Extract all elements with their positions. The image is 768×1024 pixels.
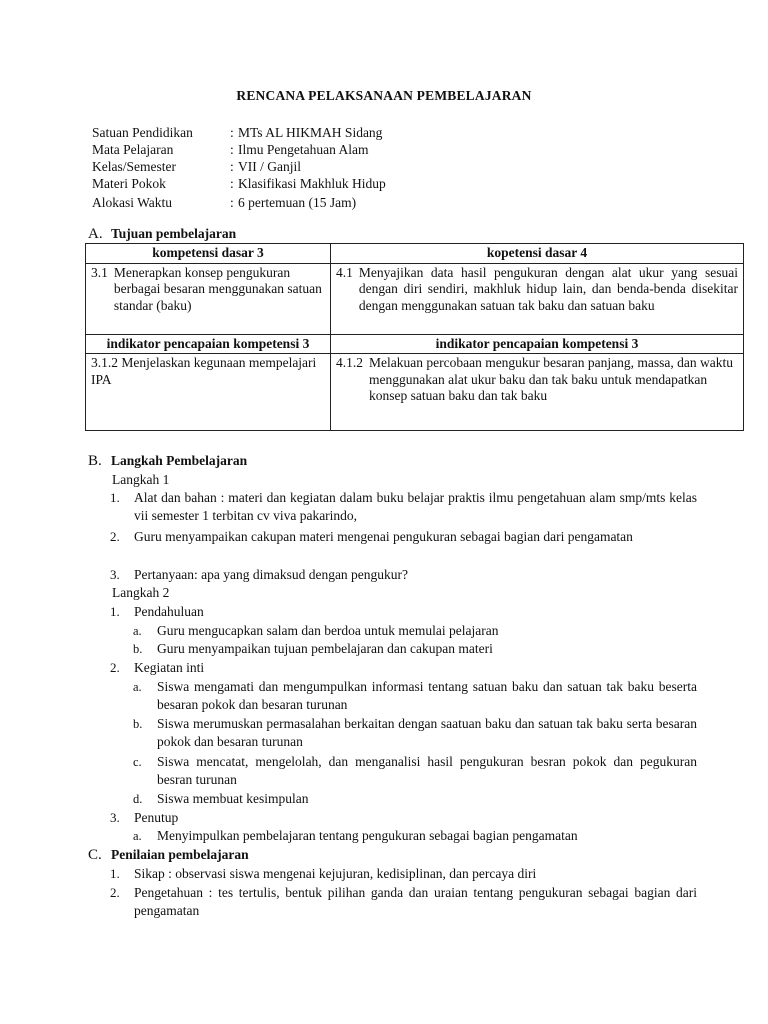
item-number: 4.1	[336, 264, 353, 280]
meta-separator: :	[230, 176, 234, 191]
meta-value: Ilmu Pengetahuan Alam	[238, 142, 369, 157]
document-title: RENCANA PELAKSANAAN PEMBELAJARAN	[236, 88, 532, 103]
list-item	[110, 603, 697, 621]
item-text: Pendahuluan	[134, 604, 204, 619]
meta-row	[92, 175, 692, 192]
table-cell	[86, 354, 331, 431]
table-header: indikator pencapaian kompetensi 3	[86, 334, 331, 354]
item-number: 4.1.2	[336, 355, 363, 370]
meta-value: VII / Ganjil	[238, 159, 301, 174]
item-text: Siswa mencatat, mengelolah, dan menganalisi hasil pengukuran besran pokok dan pegukuran besran turunan	[157, 754, 697, 787]
section-title: Langkah Pembelajaran	[111, 453, 248, 468]
meta-key: Kelas/Semester	[92, 159, 176, 174]
table-header-row	[86, 334, 744, 354]
section-b-heading	[88, 453, 247, 470]
step-group-label: Langkah 1	[112, 472, 170, 487]
item-text: Guru mengucapkan salam dan berdoa untuk memulai pelajaran	[157, 623, 499, 638]
item-text: Penutup	[134, 810, 179, 825]
table-row	[86, 263, 744, 334]
sub-list-item	[133, 790, 697, 808]
item-text: Pengetahuan : tes tertulis, bentuk pilihan ganda dan uraian tentang pengukuran sebagai bagian dari pengamatan	[134, 885, 697, 918]
item-text: Siswa merumuskan permasalahan berkaitan dengan saatuan baku dan satuan tak baku serta besaran pokok dan besaran turunan	[157, 716, 697, 749]
item-letter: a.	[133, 624, 142, 638]
item-text: Menyimpulkan pembelajaran tentang pengukuran sebagai bagian pengamatan	[157, 828, 578, 843]
item-text: 3.1.2 Menjelaskan kegunaan mempelajari IPA	[91, 355, 317, 387]
section-title: Penilaian pembelajaran	[111, 847, 249, 862]
table-header: indikator pencapaian kompetensi 3	[331, 334, 744, 354]
item-number: 3.	[110, 567, 120, 582]
meta-key: Alokasi Waktu	[92, 195, 173, 210]
list-item	[110, 566, 697, 584]
list-item	[110, 884, 697, 920]
meta-row	[92, 158, 692, 175]
item-number: 1.	[110, 604, 120, 619]
item-letter: b.	[133, 642, 143, 656]
identity-block	[92, 124, 692, 211]
section-c-heading	[88, 847, 249, 864]
item-number: 3.1	[91, 264, 108, 280]
step-group-label: Langkah 2	[112, 585, 170, 600]
item-text: Alat dan bahan : materi dan kegiatan dalam buku belajar praktis ilmu pengetahuan alam smp/mts kelas vii semester 1 terbitan cv viva pakarindo,	[134, 490, 697, 523]
list-item	[110, 489, 697, 525]
section-letter: B.	[88, 453, 102, 469]
table-cell	[86, 263, 331, 334]
item-letter: a.	[133, 680, 142, 694]
list-item	[110, 659, 697, 677]
section-letter: C.	[88, 847, 102, 863]
sub-list-item	[133, 715, 697, 751]
table-header-row	[86, 244, 744, 264]
list-item	[110, 528, 697, 546]
item-letter: d.	[133, 792, 143, 806]
meta-key: Materi Pokok	[92, 176, 166, 191]
list-item	[110, 809, 697, 827]
table-header: kompetensi dasar 3	[86, 244, 331, 264]
section-title: Tujuan pembelajaran	[111, 226, 237, 241]
table-header: kopetensi dasar 4	[331, 244, 744, 264]
meta-value: Klasifikasi Makhluk Hidup	[238, 176, 386, 191]
meta-row	[92, 141, 692, 158]
meta-value: 6 pertemuan (15 Jam)	[238, 195, 357, 210]
sub-list-item	[133, 753, 697, 789]
meta-separator: :	[230, 125, 234, 140]
item-text: Guru menyampaikan cakupan materi mengenai pengukuran sebagai bagian dari pengamatan	[134, 529, 633, 544]
item-number: 2.	[110, 885, 120, 900]
meta-key: Mata Pelajaran	[92, 142, 174, 157]
item-letter: a.	[133, 829, 142, 843]
item-text: Menerapkan konsep pengukuran berbagai besaran menggunakan satuan standar (baku)	[113, 264, 322, 313]
meta-separator: :	[230, 159, 234, 174]
item-text: Sikap : observasi siswa mengenai kejujuran, kedisiplinan, dan percaya diri	[134, 866, 537, 881]
sub-list-item	[133, 640, 697, 658]
item-text: Menyajikan data hasil pengukuran dengan alat ukur yang sesuai dengan diri sendiri, makhluk hidup lain, dan benda-benda disekitar dengan menggunakan satuan tak baku dan satuan baku	[358, 264, 738, 313]
item-number: 1.	[110, 490, 120, 505]
item-text: Pertanyaan: apa yang dimaksud dengan pengukur?	[134, 567, 409, 582]
item-letter: c.	[133, 755, 142, 769]
competency-table	[85, 243, 744, 431]
table-cell	[331, 263, 744, 334]
meta-separator: :	[230, 142, 234, 157]
meta-row	[92, 124, 692, 141]
item-letter: b.	[133, 717, 143, 731]
item-text: Kegiatan inti	[134, 660, 205, 675]
table-cell	[331, 354, 744, 431]
item-number: 1.	[110, 866, 120, 881]
item-text: Melakuan percobaan mengukur besaran panjang, massa, dan waktu menggunakan alat ukur baku dan tak baku untuk mendapatkan konsep satuan baku dan tak baku	[369, 355, 733, 403]
item-number: 2.	[110, 529, 120, 544]
sub-list-item	[133, 827, 697, 845]
section-letter: A.	[88, 226, 103, 242]
item-text: Siswa mengamati dan mengumpulkan informasi tentang satuan baku dan satuan tak baku beserta besaran pokok dan besaran turunan	[157, 679, 697, 712]
meta-row	[92, 194, 692, 211]
item-number: 2.	[110, 660, 120, 675]
item-text: Siswa membuat kesimpulan	[157, 791, 309, 806]
meta-value: MTs AL HIKMAH Sidang	[238, 125, 383, 140]
item-text: Guru menyampaikan tujuan pembelajaran dan cakupan materi	[157, 641, 493, 656]
item-number: 3.	[110, 810, 120, 825]
meta-key: Satuan Pendidikan	[92, 125, 193, 140]
sub-list-item	[133, 622, 697, 640]
table-row	[86, 354, 744, 431]
section-a-heading	[88, 226, 236, 243]
meta-separator: :	[230, 195, 234, 210]
sub-list-item	[133, 678, 697, 714]
list-item	[110, 865, 697, 883]
